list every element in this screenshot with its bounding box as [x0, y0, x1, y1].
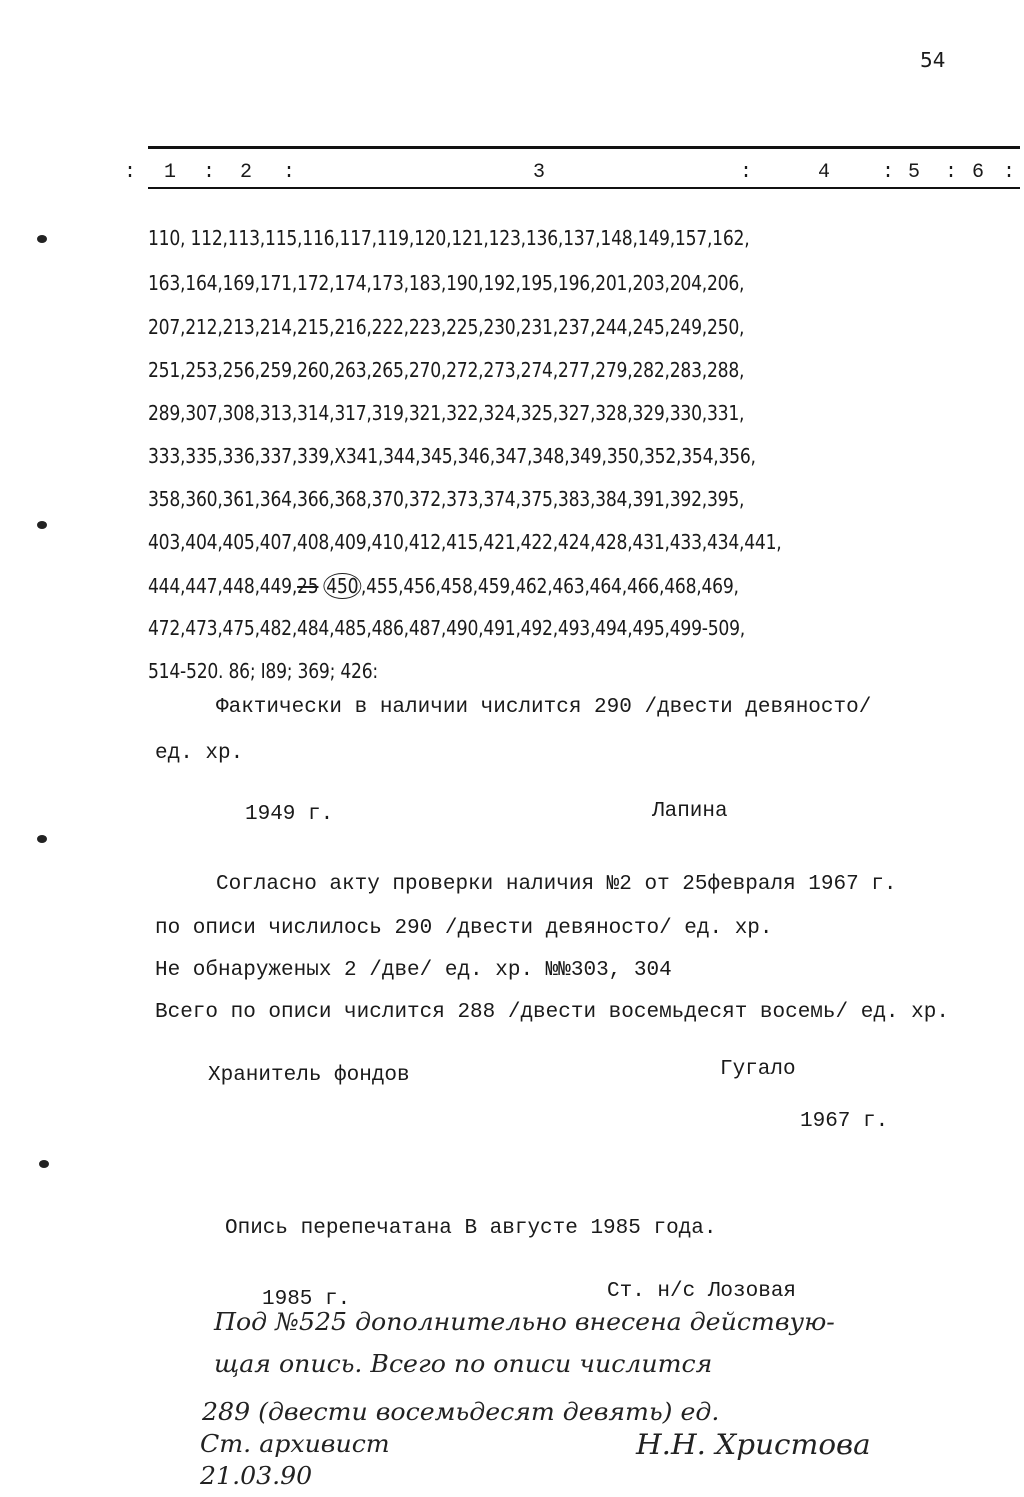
- listed-count-line: по описи числилось 290 /двести девяносто/ ед. хр.: [155, 917, 773, 940]
- year-1949: 1949 г.: [245, 803, 334, 826]
- column-5: 5: [908, 161, 921, 184]
- number-line: 163,164,169,171,172,174,173,183,190,192,195,196,201,203,204,206,: [148, 271, 745, 295]
- column-4: 4: [818, 161, 831, 184]
- binding-hole-mark: [37, 235, 47, 243]
- handwritten-signature: Н.Н. Христова: [636, 1428, 871, 1461]
- total-line: Всего по описи числится 288 /двести восемьдесят восемь/ ед. хр.: [155, 1001, 949, 1024]
- handwritten-line: щая опись. Всего по описи числится: [214, 1350, 713, 1378]
- keeper-role: Хранитель фондов: [208, 1064, 410, 1087]
- year-1967: 1967 г.: [800, 1110, 889, 1133]
- binding-hole-mark: [37, 835, 47, 843]
- handwritten-role: Ст. архивист: [200, 1430, 390, 1458]
- number-line-450: 444,447,448,449,25 450 ,455,456,458,459,462,463,464,466,468,469,: [148, 574, 739, 598]
- number-line: 110, 112,113,115,116,117,119,120,121,123,136,137,148,149,157,162,: [148, 226, 750, 250]
- page-number: 54: [920, 48, 946, 72]
- column-1: 1: [164, 161, 177, 184]
- signature-lapina: Лапина: [652, 800, 728, 823]
- check-act-line: Согласно акту проверки наличия №2 от 25февраля 1967 г.: [216, 873, 897, 896]
- actual-count-text: Фактически в наличии числится 290 /двести девяносто/: [216, 696, 872, 719]
- number-line: 207,212,213,214,215,216,222,223,225,230,231,237,244,245,249,250,: [148, 315, 745, 339]
- binding-hole-mark: [39, 1160, 49, 1168]
- number-line: 251,253,256,259,260,263,265,270,272,273,274,277,279,282,283,288,: [148, 358, 745, 382]
- year-1985: 1985 г.: [262, 1288, 351, 1311]
- number-line: 358,360,361,364,366,368,370,372,373,374,375,383,384,391,392,395,: [148, 487, 745, 511]
- signature-gugalo: Гугало: [720, 1058, 796, 1081]
- actual-count-unit: ед. хр.: [155, 742, 244, 765]
- signature-lozovaya: Ст. н/с Лозовая: [607, 1280, 797, 1303]
- retyped-line: Опись перепечатана В августе 1985 года.: [225, 1217, 717, 1240]
- column-2: 2: [240, 161, 253, 184]
- handwritten-line: 289 (двести восемьдесят девять) ед.: [202, 1398, 720, 1426]
- number-line: 472,473,475,482,484,485,486,487,490,491,492,493,494,495,499-509,: [148, 616, 745, 640]
- struck-number: 25: [297, 574, 319, 598]
- table-header-bottom-rule: [148, 187, 1020, 189]
- binding-hole-mark: [37, 521, 47, 529]
- column-3: 3: [533, 161, 546, 184]
- number-line: 333,335,336,337,339,X341,344,345,346,347,348,349,350,352,354,356,: [148, 444, 756, 468]
- column-6: 6: [972, 161, 985, 184]
- number-line: 289,307,308,313,314,317,319,321,322,324,325,327,328,329,330,331,: [148, 401, 745, 425]
- number-line: 403,404,405,407,408,409,410,412,415,421,422,424,428,431,433,434,441,: [148, 530, 782, 554]
- number-line: 514-520. 86; I89; 369; 426:: [148, 659, 378, 683]
- handwritten-line: Под №525 дополнительно внесена действую-: [214, 1308, 835, 1336]
- handwritten-date: 21.03.90: [200, 1462, 313, 1490]
- circled-number: 450: [324, 573, 361, 599]
- missing-line: Не обнаруженых 2 /две/ ед. хр. №№303, 304: [155, 959, 672, 982]
- table-header-top-rule: [148, 146, 1020, 149]
